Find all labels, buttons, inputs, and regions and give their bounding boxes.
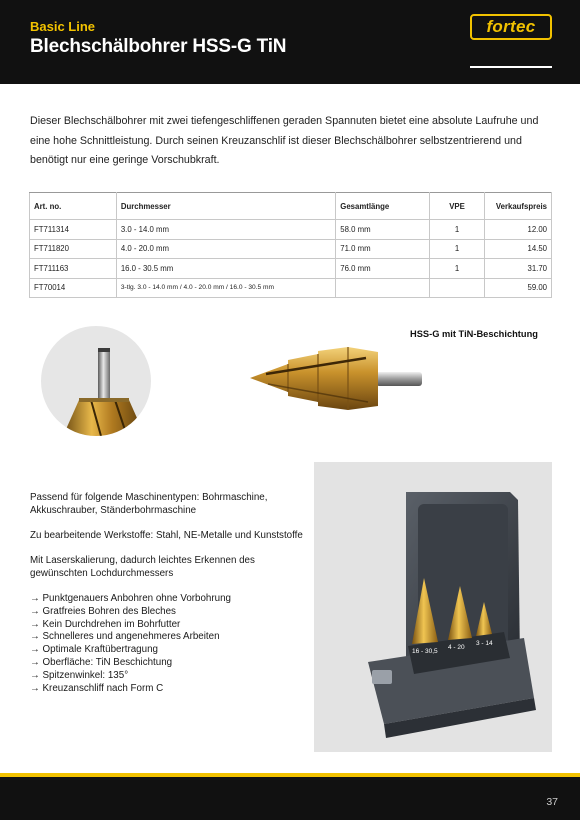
cell-length [336,278,430,298]
table-header-row [30,193,552,220]
drill-closeup-illustration [41,326,151,436]
table-row [30,259,552,279]
cell-price: 31.70 [484,259,551,279]
case-label-small: 3 - 14 [476,640,493,647]
cell-vpe [430,278,485,298]
cell-price: 14.50 [484,239,551,259]
feature-materials: Zu bearbeitende Werkstoffe: Stahl, NE-Metalle und Kunststoffe [30,529,303,541]
page-footer [0,777,580,820]
product-set-panel [314,462,552,752]
list-item: → Optimale Kraftübertragung [30,644,158,656]
list-item: → Kreuzanschliff nach Form C [30,682,164,694]
page-number: 37 [546,796,558,808]
drill-set-case-illustration [314,462,552,752]
col-header-article: Art. no. [30,193,117,220]
col-header-diameter: Durchmesser [116,193,335,220]
cell-length: 76.0 mm [336,259,430,279]
feature-machines: Passend für folgende Maschinentypen: Bohrmaschine, Akkuschrauber, Ständerbohrmaschine [30,492,268,516]
cell-article: FT711314 [30,220,117,240]
cell-length: 71.0 mm [336,239,430,259]
drill-closeup-photo [41,326,151,436]
cell-vpe: 1 [430,259,485,279]
series-label: Basic Line [30,19,96,34]
list-item: → Spitzenwinkel: 135° [30,669,129,681]
cell-diameter: 16.0 - 30.5 mm [116,259,335,279]
case-label-medium: 4 - 20 [448,644,465,651]
cell-article: FT711163 [30,259,117,279]
cell-length: 58.0 mm [336,220,430,240]
header-divider [470,66,552,68]
cell-price: 12.00 [484,220,551,240]
list-item: → Punktgenauers Anbohren ohne Vorbohrung [30,593,231,605]
table-row [30,239,552,259]
cell-vpe: 1 [430,239,485,259]
case-label-large: 16 - 30,5 [412,648,438,655]
brand-logo-text: fortec [486,17,536,36]
features-section [30,492,312,695]
coating-label: HSS-G mit TiN-Beschichtung [410,329,538,339]
page-header [0,0,580,84]
cell-article: FT711820 [30,239,117,259]
product-table [29,192,552,298]
list-item: → Schnelleres und angenehmeres Arbeiten [30,631,220,643]
cell-diameter: 4.0 - 20.0 mm [116,239,335,259]
col-header-length: Gesamtlänge [336,193,430,220]
cell-price: 59.00 [484,278,551,298]
intro-text: Dieser Blechschälbohrer mit zwei tiefengeschliffenen geraden Spannuten bietet eine absolute Laufruhe und eine hohe Schnittleistung. Durch seinen Kreuzanschlif ist dieser Blechschälbohrer selbstzentrierend und benötigt nur eine geringe Vorschubkraft. [30,115,539,166]
cell-diameter: 3-tlg. 3.0 - 14.0 mm / 4.0 - 20.0 mm / 16.0 - 30.5 mm [116,278,335,298]
feature-bullet-list [30,593,312,695]
page-title: Blechschälbohrer HSS-G TiN [30,36,287,57]
list-item: → Kein Durchdrehen im Bohrfutter [30,618,181,630]
feature-laser-scale: Mit Laserskalierung, dadurch leichtes Erkennen des gewünschten Lochdurchmessers [30,555,255,579]
table-row [30,278,552,298]
list-item: → Oberfläche: TiN Beschichtung [30,657,173,668]
col-header-vpe: VPE [430,193,485,220]
col-header-price: Verkaufspreis [484,193,551,220]
cell-vpe: 1 [430,220,485,240]
step-drill-photo [248,344,424,416]
brand-logo [470,14,552,40]
table-row [30,220,552,240]
cell-article: FT70014 [30,278,117,298]
list-item: → Gratfreies Bohren des Bleches [30,605,176,617]
cell-diameter: 3.0 - 14.0 mm [116,220,335,240]
